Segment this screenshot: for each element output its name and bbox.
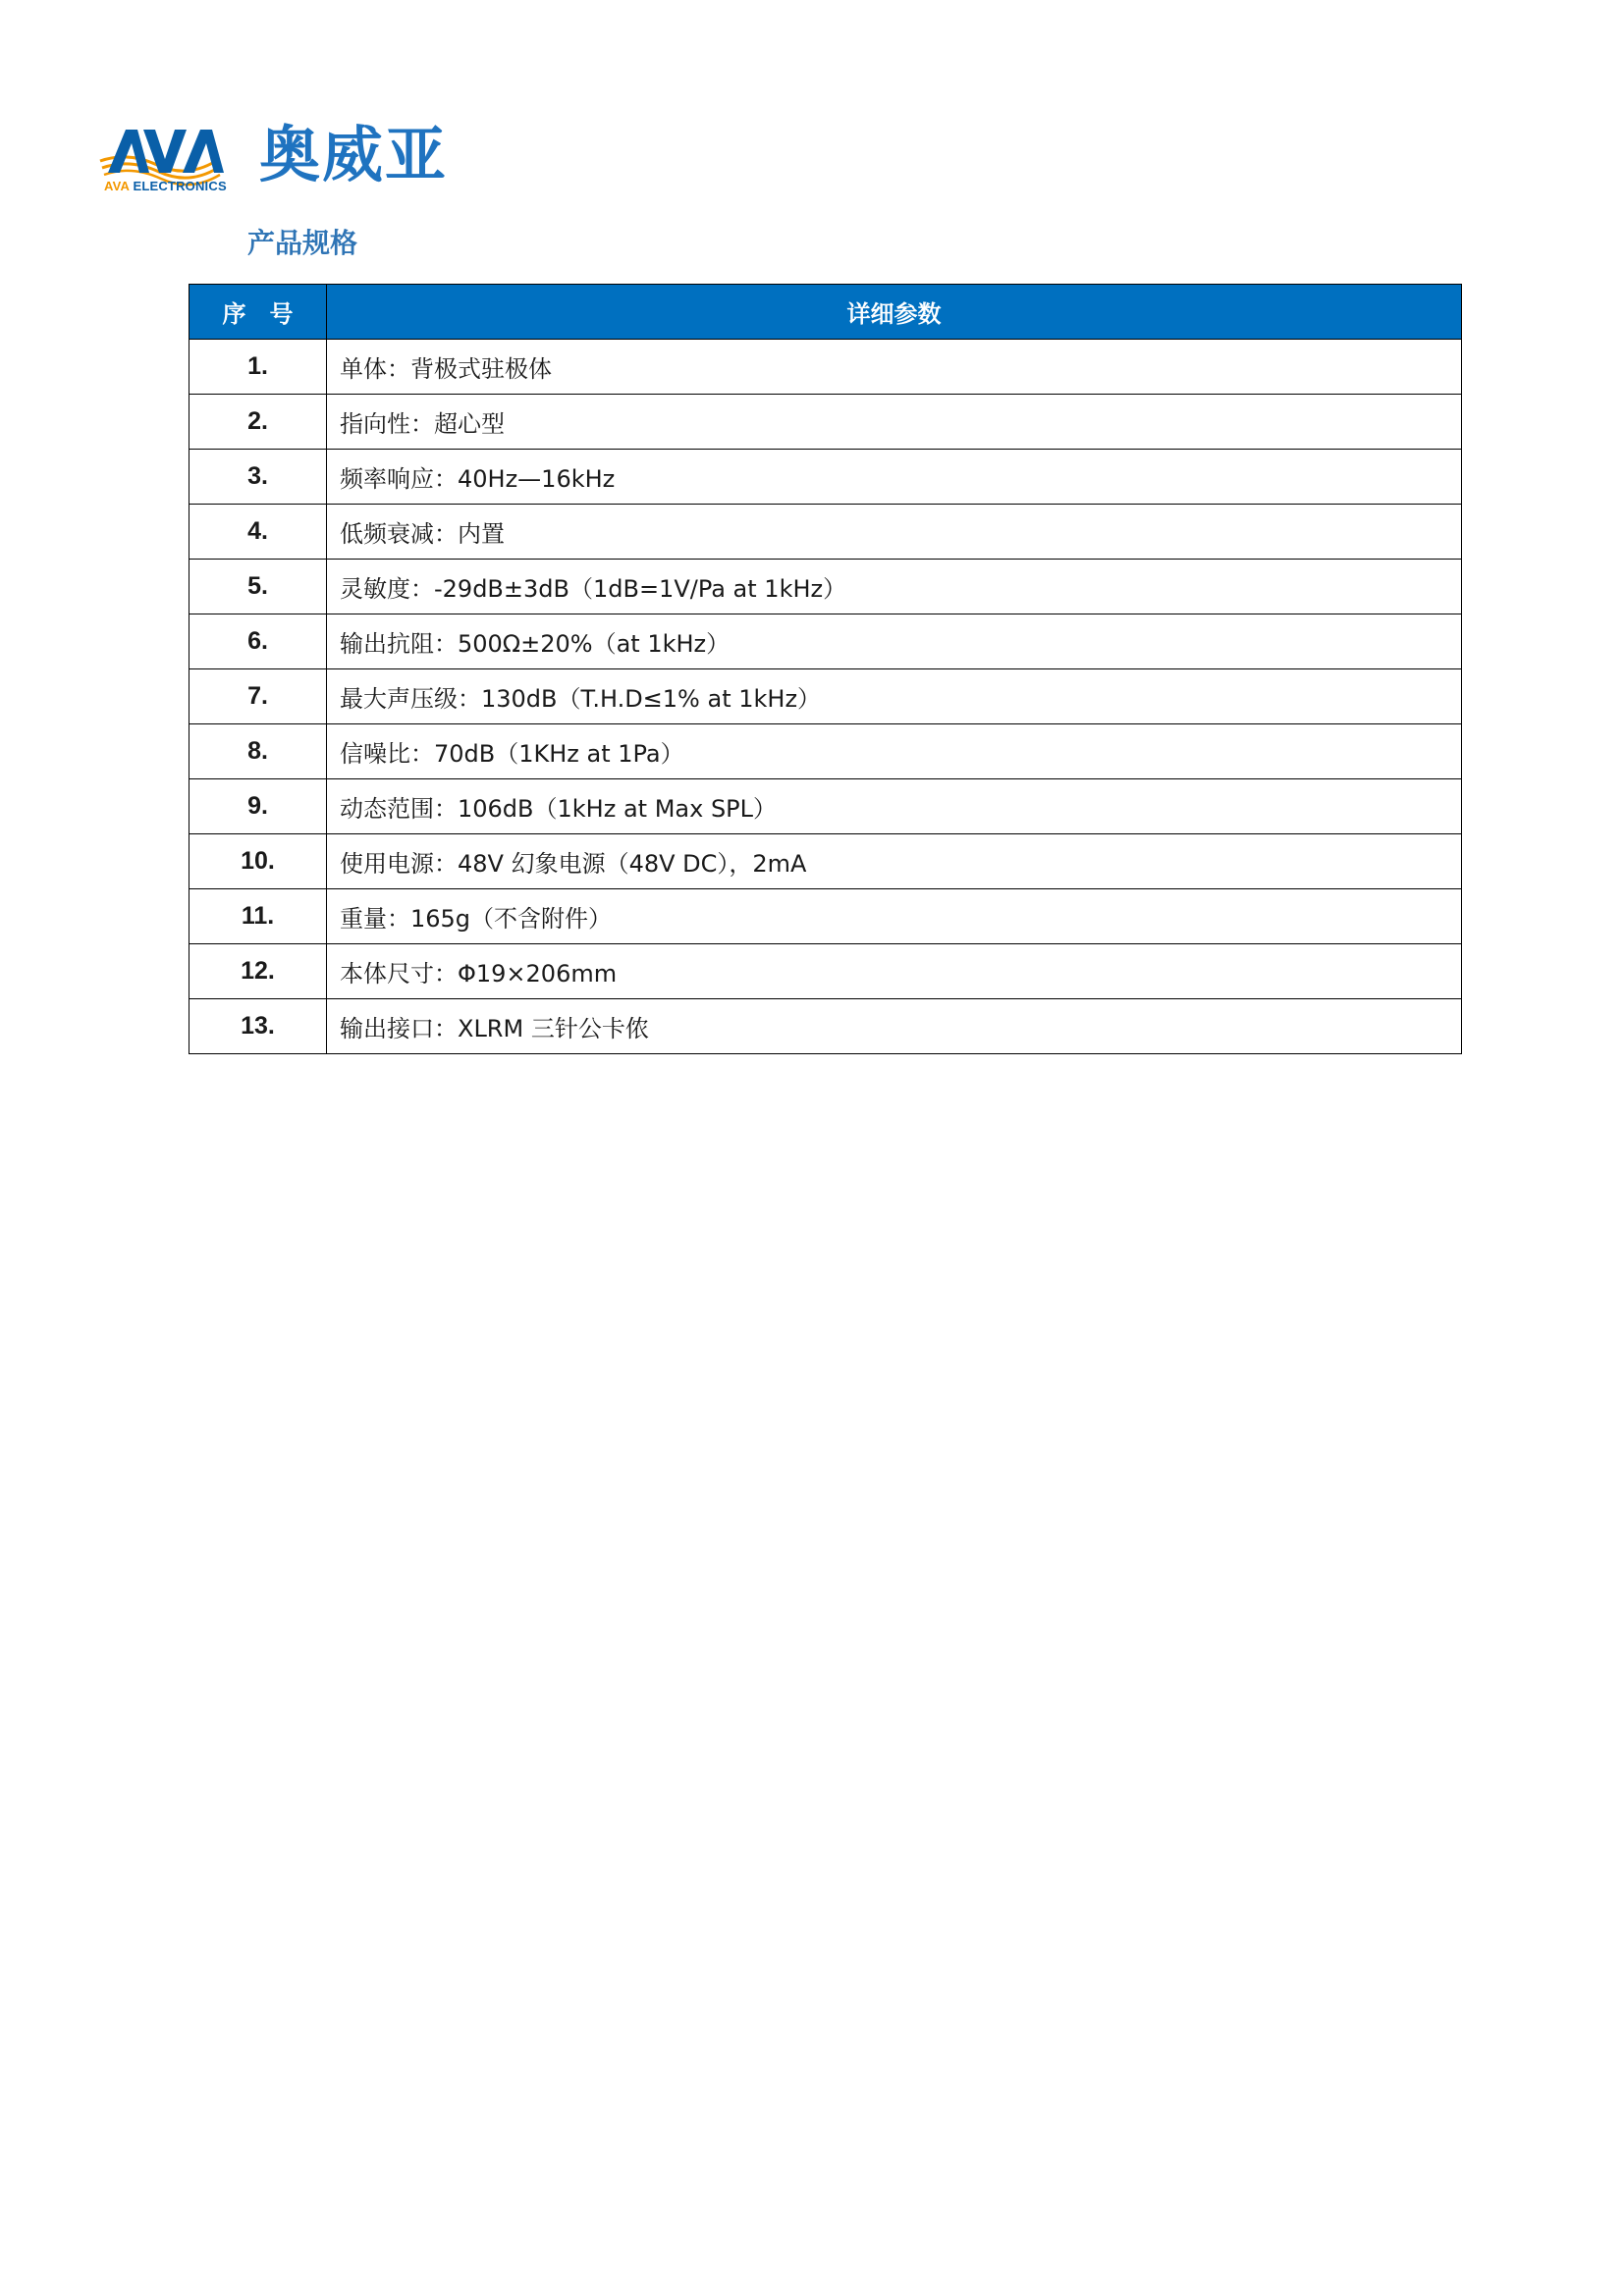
row-number: 11.: [189, 889, 327, 944]
table-row: [189, 779, 1462, 834]
row-number: 5.: [189, 560, 327, 614]
row-number: 13.: [189, 999, 327, 1054]
table-row: [189, 395, 1462, 450]
table-row: [189, 944, 1462, 999]
table-row: [189, 669, 1462, 724]
row-detail: 动态范围：106dB（1kHz at Max SPL）: [327, 779, 1462, 834]
table-row: [189, 450, 1462, 505]
row-detail: 使用电源：48V 幻象电源（48V DC），2mA: [327, 834, 1462, 889]
row-number: 10.: [189, 834, 327, 889]
table-row: [189, 505, 1462, 560]
row-number: 8.: [189, 724, 327, 779]
row-number: 3.: [189, 450, 327, 505]
table-row: [189, 724, 1462, 779]
header-no: 序 号: [189, 285, 327, 340]
table-row: [189, 560, 1462, 614]
row-detail: 灵敏度：-29dB±3dB（1dB=1V/Pa at 1kHz）: [327, 560, 1462, 614]
row-detail: 信噪比：70dB（1KHz at 1Pa）: [327, 724, 1462, 779]
spec-table: [189, 284, 1462, 1054]
row-number: 7.: [189, 669, 327, 724]
row-detail: 指向性：超心型: [327, 395, 1462, 450]
table-row: [189, 614, 1462, 669]
row-detail: 单体：背极式驻极体: [327, 340, 1462, 395]
row-number: 2.: [189, 395, 327, 450]
table-row: [189, 340, 1462, 395]
table-header-row: [189, 285, 1462, 340]
row-detail: 输出抗阻：500Ω±20%（at 1kHz）: [327, 614, 1462, 669]
row-detail: 最大声压级：130dB（T.H.D≤1% at 1kHz）: [327, 669, 1462, 724]
section-title: 产品规格: [247, 227, 358, 259]
table-row: [189, 834, 1462, 889]
row-detail: 低频衰减：内置: [327, 505, 1462, 560]
table-row: [189, 999, 1462, 1054]
company-logo: [98, 119, 471, 200]
header-detail: 详细参数: [327, 285, 1462, 340]
table-row: [189, 889, 1462, 944]
row-detail: 本体尺寸：Φ19×206mm: [327, 944, 1462, 999]
row-detail: 输出接口：XLRM 三针公卡侬: [327, 999, 1462, 1054]
row-detail: 频率响应：40Hz—16kHz: [327, 450, 1462, 505]
logo-subtitle-electronics: ELECTRONICS: [129, 179, 227, 193]
logo-subtitle: [104, 179, 227, 193]
row-number: 6.: [189, 614, 327, 669]
logo-subtitle-ava: AVA: [104, 179, 130, 193]
logo-chinese-name: 奥威亚: [259, 119, 449, 190]
row-number: 4.: [189, 505, 327, 560]
row-number: 12.: [189, 944, 327, 999]
row-number: 1.: [189, 340, 327, 395]
row-detail: 重量：165g（不含附件）: [327, 889, 1462, 944]
row-number: 9.: [189, 779, 327, 834]
